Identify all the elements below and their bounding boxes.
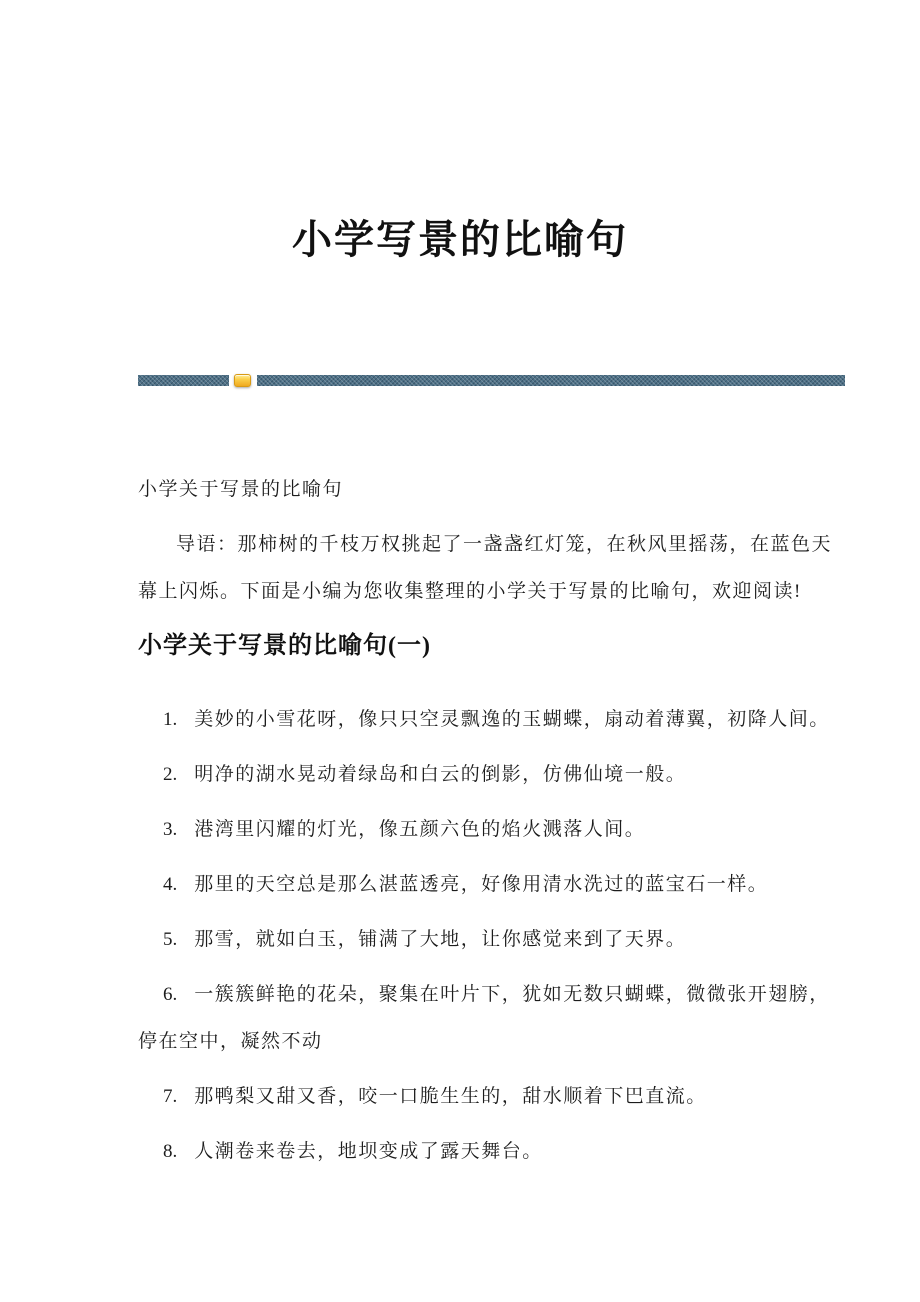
gem-icon xyxy=(234,374,251,387)
item-number: 8. xyxy=(163,1141,178,1162)
document-body xyxy=(0,387,920,1175)
item-text: 港湾里闪耀的灯光，像五颜六色的焰火溅落人间。 xyxy=(194,819,646,840)
list-item xyxy=(138,1128,845,1175)
item-text: 那鸭梨又甜又香，咬一口脆生生的，甜水顺着下巴直流。 xyxy=(194,1086,707,1107)
item-number: 3. xyxy=(163,819,178,840)
item-number: 7. xyxy=(163,1086,178,1107)
divider-bar-left xyxy=(138,375,229,386)
list-item xyxy=(138,806,845,853)
page-title: 小学写景的比喻句 xyxy=(292,217,628,262)
list-item xyxy=(138,861,845,908)
item-number: 5. xyxy=(163,929,178,950)
decorative-divider xyxy=(138,374,845,387)
item-text: 那雪，就如白玉，铺满了大地，让你感觉来到了天界。 xyxy=(194,929,687,950)
list-item xyxy=(138,1073,845,1120)
list-item xyxy=(138,696,845,743)
item-text: 美妙的小雪花呀，像只只空灵飘逸的玉蝴蝶，扇动着薄翼，初降人间。 xyxy=(194,709,830,730)
list-item xyxy=(138,751,845,798)
item-number: 2. xyxy=(163,764,178,785)
subtitle: 小学关于写景的比喻句 xyxy=(138,479,344,500)
item-text: 明净的湖水晃动着绿岛和白云的倒影，仿佛仙境一般。 xyxy=(194,764,687,785)
item-text: 那里的天空总是那么湛蓝透亮，好像用清水洗过的蓝宝石一样。 xyxy=(194,874,769,895)
item-number: 4. xyxy=(163,874,178,895)
section-heading: 小学关于写景的比喻句(一) xyxy=(138,633,431,659)
item-text: 一簇簇鲜艳的花朵，聚集在叶片下，犹如无数只蝴蝶，微微张开翅膀，停在空中，凝然不动 xyxy=(138,984,830,1052)
item-number: 6. xyxy=(163,984,178,1005)
divider-bar-right xyxy=(257,375,845,386)
lead-paragraph: 导语：那柿树的千枝万权挑起了一盏盏红灯笼，在秋风里摇荡，在蓝色天幕上闪烁。下面是小编为您收集整理的小学关于写景的比喻句，欢迎阅读! xyxy=(138,534,833,602)
list-item xyxy=(138,971,845,1065)
list-item xyxy=(138,916,845,963)
item-text: 人潮卷来卷去，地坝变成了露天舞台。 xyxy=(194,1141,543,1162)
item-number: 1. xyxy=(163,709,178,730)
